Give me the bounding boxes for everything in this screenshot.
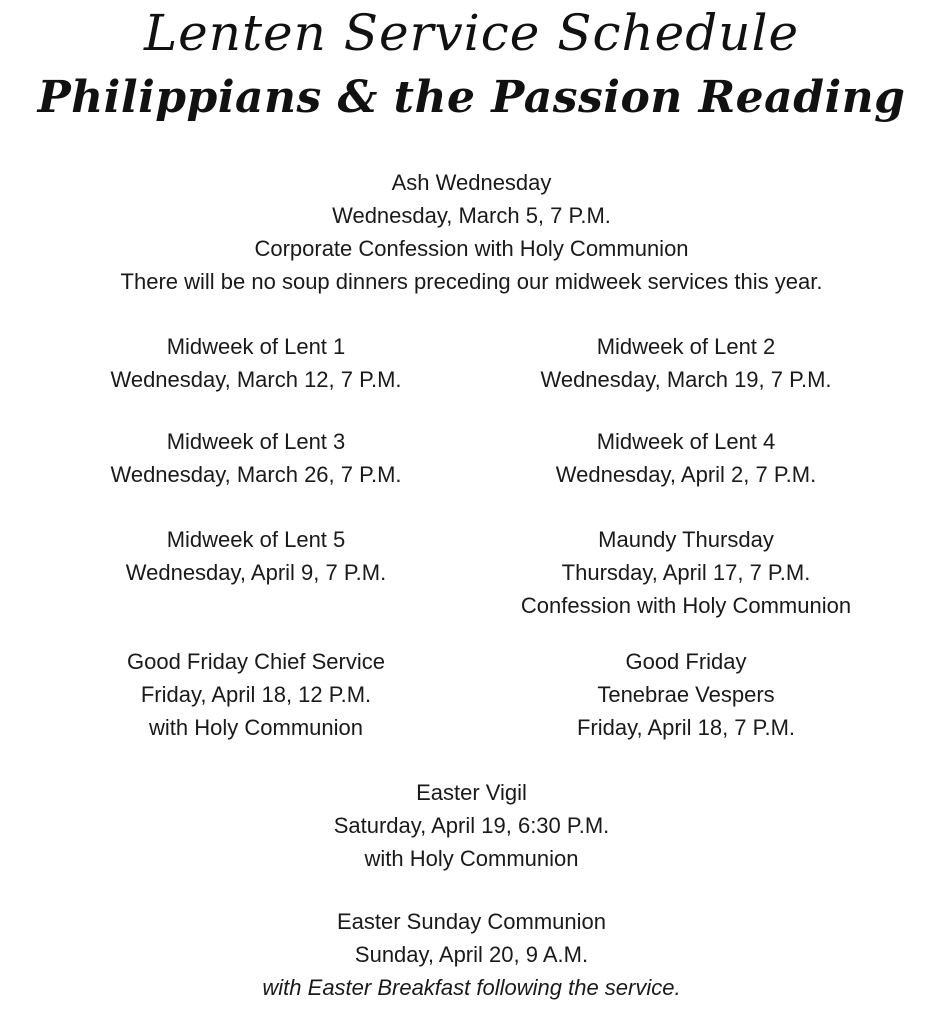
service-datetime: Sunday, April 20, 9 A.M. — [354, 942, 589, 967]
service-name: Midweek of Lent 5 — [166, 527, 346, 552]
service-note: Confession with Holy Communion — [520, 593, 852, 618]
service-name: Good Friday Chief Service — [127, 649, 385, 674]
service-datetime: Wednesday, April 9, 7 P.M. — [125, 560, 387, 585]
service-block-maundy-thursday — [486, 523, 886, 622]
service-datetime: Wednesday, March 26, 7 P.M. — [110, 462, 402, 487]
service-block-lent-2 — [486, 330, 886, 396]
service-name: Easter Sunday Communion — [336, 909, 607, 934]
service-block-lent-3 — [56, 425, 456, 491]
service-block-lent-4 — [486, 425, 886, 491]
easter-sunday-block — [0, 905, 943, 1004]
service-subtitle: Tenebrae Vespers — [597, 682, 775, 707]
service-datetime: Friday, April 18, 7 P.M. — [576, 715, 796, 740]
service-block-lent-5 — [56, 523, 456, 589]
service-datetime: Thursday, April 17, 7 P.M. — [561, 560, 811, 585]
service-name: Good Friday — [625, 649, 747, 674]
service-datetime: Saturday, April 19, 6:30 P.M. — [333, 813, 610, 838]
service-block-lent-1 — [56, 330, 456, 396]
service-datetime: Wednesday, March 5, 7 P.M. — [332, 203, 611, 228]
service-block-good-friday-chief — [56, 645, 456, 744]
easter-vigil-block — [0, 776, 943, 875]
service-note: with Holy Communion — [364, 846, 579, 871]
service-name: Midweek of Lent 4 — [596, 429, 776, 454]
service-name: Ash Wednesday — [391, 170, 552, 195]
service-name: Maundy Thursday — [598, 527, 774, 552]
service-block-good-friday-tenebrae — [486, 645, 886, 744]
page-subtitle: Philippians & the Passion Reading — [37, 72, 906, 123]
service-name: Midweek of Lent 2 — [596, 334, 776, 359]
service-note: with Easter Breakfast following the service. — [262, 975, 681, 1000]
service-name: Midweek of Lent 1 — [166, 334, 346, 359]
service-datetime: Wednesday, April 2, 7 P.M. — [555, 462, 817, 487]
announcement-text: There will be no soup dinners preceding our midweek services this year. — [120, 269, 823, 294]
service-note: Corporate Confession with Holy Communion — [254, 236, 689, 261]
service-datetime: Wednesday, March 12, 7 P.M. — [110, 367, 402, 392]
service-datetime: Friday, April 18, 12 P.M. — [140, 682, 372, 707]
ash-wednesday-block — [0, 166, 943, 298]
service-name: Midweek of Lent 3 — [166, 429, 346, 454]
service-datetime: Wednesday, March 19, 7 P.M. — [540, 367, 832, 392]
page-title: Lenten Service Schedule — [143, 4, 800, 62]
service-name: Easter Vigil — [416, 780, 527, 805]
service-note: with Holy Communion — [149, 715, 363, 740]
